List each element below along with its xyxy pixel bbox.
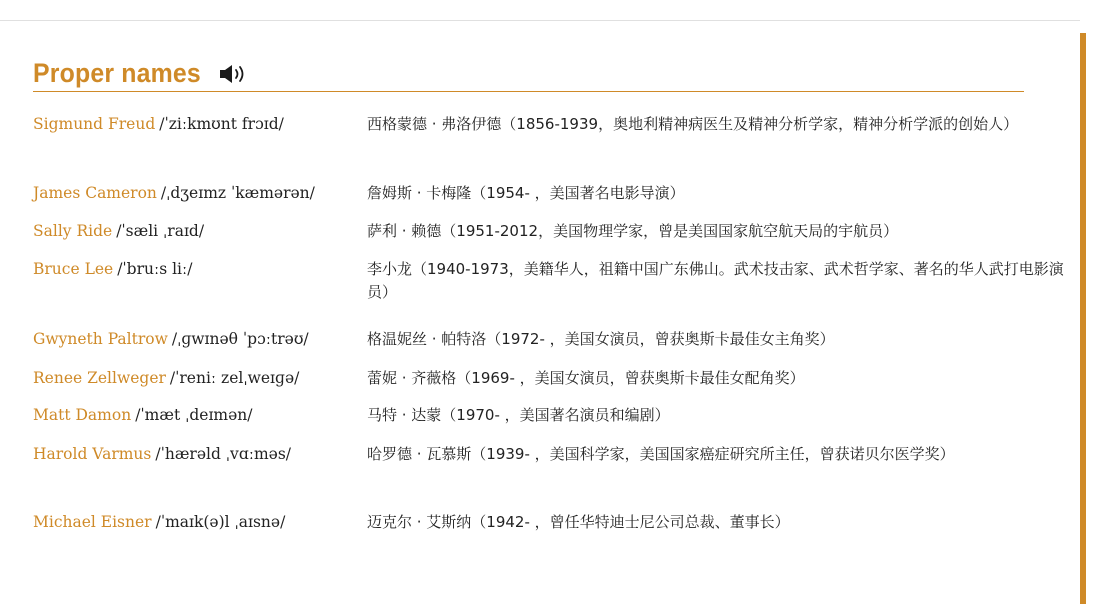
entry-name [33,258,373,280]
page-edge-bar [1080,33,1086,604]
entry-name [33,443,373,465]
entry-description: 迈克尔 · 艾斯纳（1942- ，曾任华特迪士尼公司总裁、董事长） [367,513,790,531]
entry-description: 詹姆斯 · 卡梅隆（1954- ，美国著名电影导演） [367,184,685,202]
pronunciation: /ˈsæli ˌraɪd/ [116,222,205,240]
entry-description: 蕾妮 · 齐薇格（1969- ，美国女演员，曾获奥斯卡最佳女配角奖） [367,369,805,387]
pronunciation: /ˌɡwɪnəθ ˈpɔːtrəʊ/ [171,330,309,348]
person-name[interactable]: Gwyneth Paltrow [33,330,168,348]
pronunciation: /ˈreniː zelˌweɪɡə/ [169,369,300,387]
entry-description: 哈罗德 · 瓦慕斯（1939- ，美国科学家，美国国家癌症研究所主任，曾获诺贝尔医学奖） [367,445,955,463]
entry-name [33,511,373,533]
person-name[interactable]: Michael Eisner [33,513,152,531]
section-title: Proper names [33,57,201,88]
person-name[interactable]: James Cameron [33,184,157,202]
pronunciation: /ˌdʒeɪmz ˈkæmərən/ [160,184,315,202]
speaker-icon[interactable] [217,62,257,86]
entry-name [33,182,373,204]
person-name[interactable]: Bruce Lee [33,260,114,278]
pronunciation: /ˈhærəld ˌvɑːməs/ [155,445,292,463]
entry-description: 格温妮丝 · 帕特洛（1972- ，美国女演员，曾获奥斯卡最佳女主角奖） [367,330,835,348]
pronunciation: /ˈmaɪk(ə)l ˌaɪsnə/ [155,513,286,531]
entry-name [33,367,373,389]
entry-description: 马特 · 达蒙（1970- ，美国著名演员和编剧） [367,406,670,424]
person-name[interactable]: Renee Zellweger [33,369,166,387]
entry-description: 西格蒙德 · 弗洛伊德（1856-1939，奥地利精神病医生及精神分析学家，精神分析学派的创始人） [367,115,1019,133]
entry-description: 李小龙（1940-1973，美籍华人，祖籍中国广东佛山。武术技击家、武术哲学家、著名的华人武打电影演员） [367,260,1064,301]
top-divider [0,20,1080,21]
section-header [33,55,1024,92]
person-name[interactable]: Sigmund Freud [33,115,156,133]
entry-name [33,220,373,242]
pronunciation: /ˈziːkmʊnt frɔɪd/ [159,115,284,133]
person-name[interactable]: Matt Damon [33,406,132,424]
pronunciation: /ˈmæt ˌdeɪmən/ [135,406,253,424]
entry-name [33,328,373,350]
person-name[interactable]: Harold Varmus [33,445,152,463]
pronunciation: /ˈbruːs liː/ [117,260,193,278]
entry-name [33,113,373,135]
entry-name [33,404,373,426]
person-name[interactable]: Sally Ride [33,222,113,240]
entry-description: 萨利 · 赖德（1951-2012，美国物理学家，曾是美国国家航空航天局的宇航员） [367,222,899,240]
